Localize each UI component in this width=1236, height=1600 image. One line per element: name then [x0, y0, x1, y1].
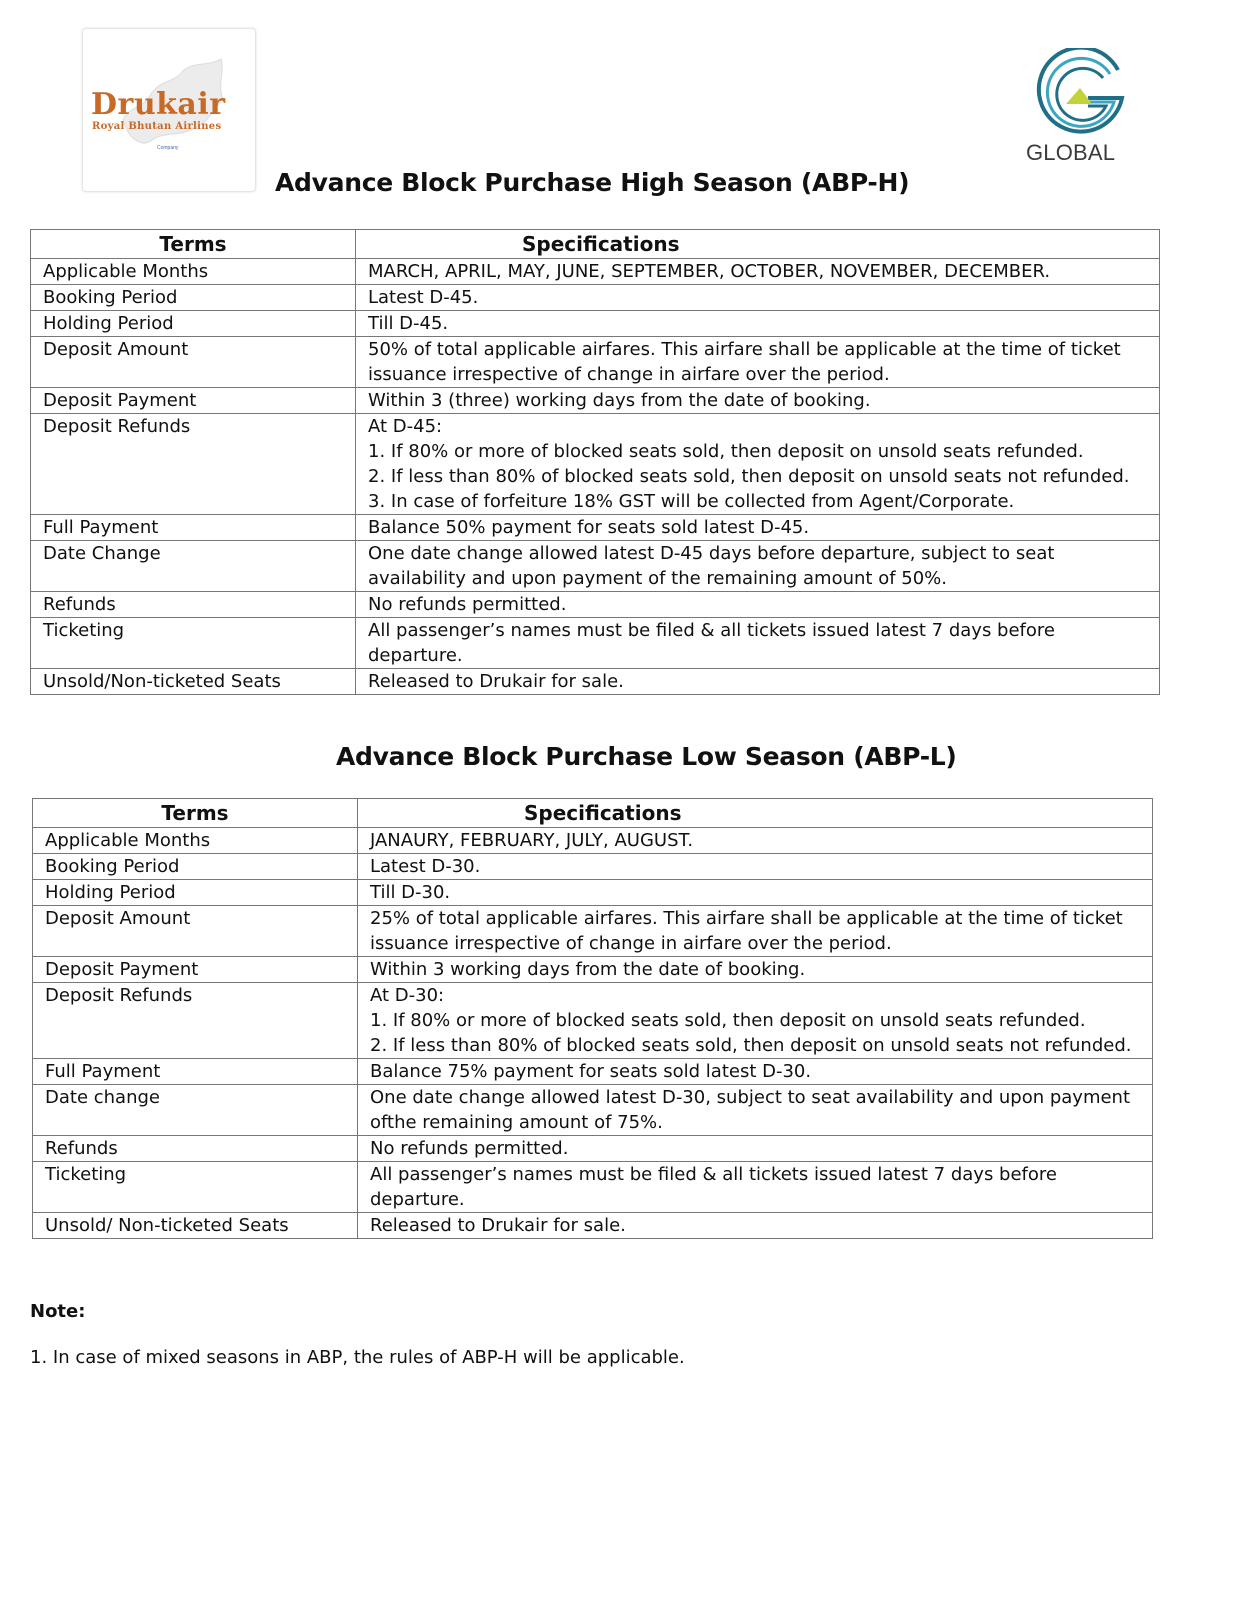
- specification-cell: [356, 311, 1160, 337]
- table-row: [31, 515, 1160, 541]
- term-cell: Unsold/ Non-ticketed Seats: [33, 1213, 358, 1239]
- term-cell: Ticketing: [31, 618, 356, 669]
- specification-line: 1. If 80% or more of blocked seats sold, then deposit on unsold seats refunded.: [368, 441, 1084, 462]
- term-cell: Deposit Refunds: [31, 414, 356, 515]
- term-cell: Booking Period: [33, 854, 358, 880]
- global-wordmark: GLOBAL: [1026, 140, 1116, 165]
- table-row: [33, 854, 1153, 880]
- table-row: [31, 414, 1160, 515]
- term-cell: Applicable Months: [31, 259, 356, 285]
- specification-line: Released to Drukair for sale.: [368, 671, 624, 692]
- term-cell: Deposit Refunds: [33, 983, 358, 1059]
- specification-cell: [356, 618, 1160, 669]
- specification-cell: [358, 1213, 1153, 1239]
- specification-line: Within 3 working days from the date of booking.: [370, 959, 806, 980]
- term-cell: Deposit Payment: [33, 957, 358, 983]
- specification-cell: [358, 854, 1153, 880]
- specification-line: One date change allowed latest D-45 days before departure, subject to seat availability and upon payment of the remaining amount of 50%.: [368, 543, 1055, 589]
- specification-line: Within 3 (three) working days from the date of booking.: [368, 390, 871, 411]
- note-label: Note:: [30, 1301, 86, 1322]
- specification-cell: [358, 983, 1153, 1059]
- specification-line: All passenger’s names must be filed & all tickets issued latest 7 days before departure.: [368, 620, 1055, 666]
- specification-line: Latest D-45.: [368, 287, 479, 308]
- term-cell: Holding Period: [33, 880, 358, 906]
- specification-line: No refunds permitted.: [368, 594, 567, 615]
- high-season-table: [30, 229, 1160, 695]
- table-header-row: [33, 799, 1153, 828]
- specification-cell: [356, 337, 1160, 388]
- term-cell: Booking Period: [31, 285, 356, 311]
- specification-line: One date change allowed latest D-30, subject to seat availability and upon payment ofthe remaining amount of 75%.: [370, 1087, 1131, 1133]
- specification-cell: [356, 541, 1160, 592]
- specification-line: Released to Drukair for sale.: [370, 1215, 626, 1236]
- term-cell: Refunds: [33, 1136, 358, 1162]
- specification-cell: [356, 285, 1160, 311]
- specification-cell: [356, 592, 1160, 618]
- table-row: [33, 1213, 1153, 1239]
- term-cell: Unsold/Non-ticketed Seats: [31, 669, 356, 695]
- header-specifications: Specifications: [356, 230, 1160, 259]
- specification-cell: [356, 669, 1160, 695]
- table-header-row: [31, 230, 1160, 259]
- term-cell: Full Payment: [31, 515, 356, 541]
- specification-line: 3. In case of forfeiture 18% GST will be collected from Agent/Corporate.: [368, 491, 1015, 512]
- term-cell: Deposit Amount: [33, 906, 358, 957]
- low-season-table: [32, 798, 1153, 1239]
- specification-line: Till D-45.: [368, 313, 449, 334]
- specification-cell: [358, 906, 1153, 957]
- table-row: [33, 957, 1153, 983]
- section-title-low-season: Advance Block Purchase Low Season (ABP-L): [336, 742, 957, 771]
- table-row: [33, 906, 1153, 957]
- table-row: [31, 618, 1160, 669]
- specification-cell: [358, 957, 1153, 983]
- table-row: [31, 259, 1160, 285]
- specification-cell: [356, 414, 1160, 515]
- drukair-tagline: Royal Bhutan Airlines: [92, 121, 222, 132]
- header-specifications: Specifications: [358, 799, 1153, 828]
- term-cell: Deposit Amount: [31, 337, 356, 388]
- term-cell: Full Payment: [33, 1059, 358, 1085]
- specification-line: MARCH, APRIL, MAY, JUNE, SEPTEMBER, OCTOBER, NOVEMBER, DECEMBER.: [368, 261, 1051, 282]
- global-logo: [1022, 48, 1138, 168]
- term-cell: Date Change: [31, 541, 356, 592]
- table-row: [31, 337, 1160, 388]
- specification-cell: [356, 515, 1160, 541]
- specification-line: At D-30:: [370, 985, 445, 1006]
- specification-line: Till D-30.: [370, 882, 451, 903]
- table-row: [31, 541, 1160, 592]
- note-item: 1. In case of mixed seasons in ABP, the rules of ABP-H will be applicable.: [30, 1347, 685, 1368]
- term-cell: Holding Period: [31, 311, 356, 337]
- specification-cell: [356, 388, 1160, 414]
- table-row: [31, 388, 1160, 414]
- global-g-icon: [1030, 48, 1130, 140]
- specification-line: Latest D-30.: [370, 856, 481, 877]
- specification-line: 50% of total applicable airfares. This airfare shall be applicable at the time of ticket issuance irrespective of change in airfare over the period.: [368, 339, 1121, 385]
- specification-line: Balance 50% payment for seats sold latest D-45.: [368, 517, 810, 538]
- table-row: [31, 285, 1160, 311]
- term-cell: Date change: [33, 1085, 358, 1136]
- table-row: [33, 1085, 1153, 1136]
- term-cell: Refunds: [31, 592, 356, 618]
- specification-line: At D-45:: [368, 416, 443, 437]
- header-terms: Terms: [33, 799, 358, 828]
- table-row: [31, 669, 1160, 695]
- table-row: [33, 1059, 1153, 1085]
- specification-line: JANAURY, FEBRUARY, JULY, AUGUST.: [370, 830, 694, 851]
- section-title-high-season: Advance Block Purchase High Season (ABP-H): [275, 168, 910, 197]
- specification-cell: [358, 1136, 1153, 1162]
- table-row: [33, 983, 1153, 1059]
- specification-cell: [358, 1162, 1153, 1213]
- term-cell: Ticketing: [33, 1162, 358, 1213]
- table-row: [33, 828, 1153, 854]
- drukair-company-text: Company: [157, 145, 179, 151]
- table-row: [31, 592, 1160, 618]
- table-row: [33, 1136, 1153, 1162]
- table-row: [31, 311, 1160, 337]
- drukair-logo: [82, 28, 256, 192]
- term-cell: Deposit Payment: [31, 388, 356, 414]
- specification-line: No refunds permitted.: [370, 1138, 569, 1159]
- specification-line: All passenger’s names must be filed & all tickets issued latest 7 days before departure.: [370, 1164, 1057, 1210]
- specification-line: 2. If less than 80% of blocked seats sold, then deposit on unsold seats not refunded.: [368, 466, 1130, 487]
- specification-line: 2. If less than 80% of blocked seats sold, then deposit on unsold seats not refunded.: [370, 1035, 1132, 1056]
- term-cell: Applicable Months: [33, 828, 358, 854]
- specification-line: Balance 75% payment for seats sold latest D-30.: [370, 1061, 812, 1082]
- specification-line: 25% of total applicable airfares. This airfare shall be applicable at the time of ticket issuance irrespective of change in airfare over the period.: [370, 908, 1123, 954]
- specification-cell: [358, 1059, 1153, 1085]
- table-row: [33, 1162, 1153, 1213]
- specification-cell: [358, 880, 1153, 906]
- drukair-brand-text: Drukair: [91, 87, 226, 122]
- specification-cell: [358, 828, 1153, 854]
- table-row: [33, 880, 1153, 906]
- specification-cell: [356, 259, 1160, 285]
- header-terms: Terms: [31, 230, 356, 259]
- specification-line: 1. If 80% or more of blocked seats sold, then deposit on unsold seats refunded.: [370, 1010, 1086, 1031]
- specification-cell: [358, 1085, 1153, 1136]
